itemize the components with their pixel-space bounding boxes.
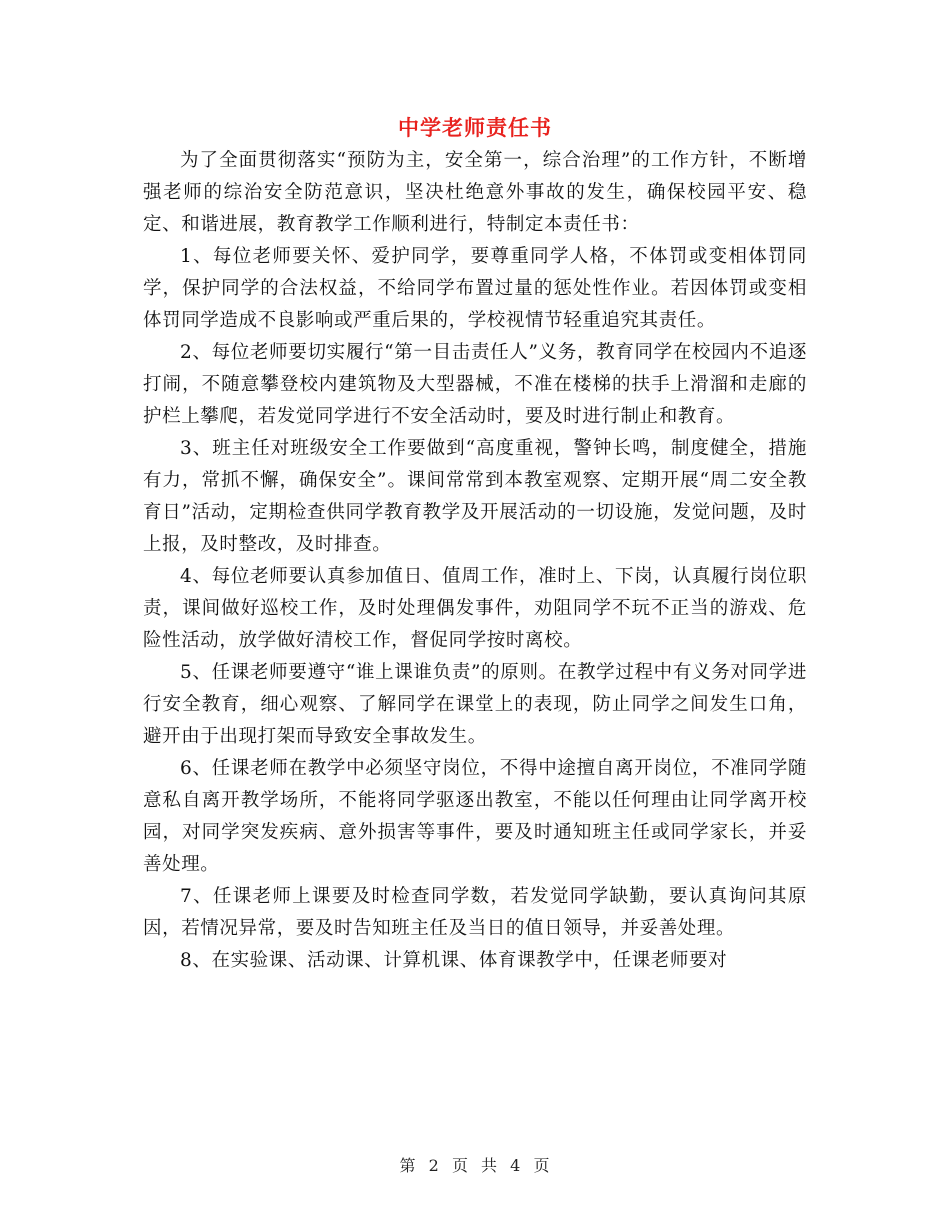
paragraph-item-7: 7、任课老师上课要及时检查同学数，若发觉同学缺勤，要认真询问其原因，若情况异常，要及时告知班主任及当日的值日领导，并妥善处理。 <box>143 886 807 939</box>
paragraph-item-8: 8、在实验课、活动课、计算机课、体育课教学中，任课老师要对 <box>180 950 728 971</box>
footer-prefix: 第 <box>399 1156 417 1175</box>
paragraph-intro: 为了全面贯彻落实“预防为主，安全第一，综合治理”的工作方针，不断增强老师的综治安全防范意识，坚决杜绝意外事故的发生，确保校园平安、稳定、和谐进展，教育教学工作顺利进行，特制定本责任书： <box>143 150 807 235</box>
footer-total-word: 共 <box>481 1156 499 1175</box>
footer-total-pages: 4 <box>510 1156 522 1175</box>
footer-current-page: 2 <box>428 1156 440 1175</box>
footer-page-word: 页 <box>451 1156 469 1175</box>
paragraph-item-2: 2、每位老师要切实履行“第一目击责任人”义务，教育同学在校园内不追逐打闹，不随意攀登校内建筑物及大型器械，不准在楼梯的扶手上滑溜和走廊的护栏上攀爬，若发觉同学进行不安全活动时，要及时进行制止和教育。 <box>143 342 807 427</box>
document-title: 中学老师责任书 <box>398 115 552 140</box>
paragraph-item-3: 3、班主任对班级安全工作要做到“高度重视，警钟长鸣，制度健全，措施有力，常抓不懈，确保安全”。课间常常到本教室观察、定期开展“周二安全教育日”活动，定期检查供同学教育教学及开展活动的一切设施，发觉问题，及时上报，及时整改，及时排查。 <box>143 438 807 555</box>
paragraph-item-6: 6、任课老师在教学中必须坚守岗位，不得中途擅自离开岗位，不准同学随意私自离开教学场所，不能将同学驱逐出教室，不能以任何理由让同学离开校园，对同学突发疾病、意外损害等事件，要及时通知班主任或同学家长，并妥善处理。 <box>143 758 807 875</box>
paragraph-item-1: 1、每位老师要关怀、爱护同学，要尊重同学人格，不体罚或变相体罚同学，保护同学的合法权益，不给同学布置过量的惩处性作业。若因体罚或变相体罚同学造成不良影响或严重后果的，学校视情节轻重追究其责任。 <box>143 246 807 331</box>
paragraph-item-5: 5、任课老师要遵守“谁上课谁负责”的原则。在教学过程中有义务对同学进行安全教育，细心观察、了解同学在课堂上的表现，防止同学之间发生口角，避开由于出现打架而导致安全事故发生。 <box>143 662 807 747</box>
page-footer <box>0 1153 950 1176</box>
document-body <box>143 145 807 977</box>
footer-suffix: 页 <box>533 1156 551 1175</box>
paragraph-item-4: 4、每位老师要认真参加值日、值周工作，准时上、下岗，认真履行岗位职责，课间做好巡校工作，及时处理偶发事件，劝阻同学不玩不正当的游戏、危险性活动，放学做好清校工作，督促同学按时离校。 <box>143 566 807 651</box>
